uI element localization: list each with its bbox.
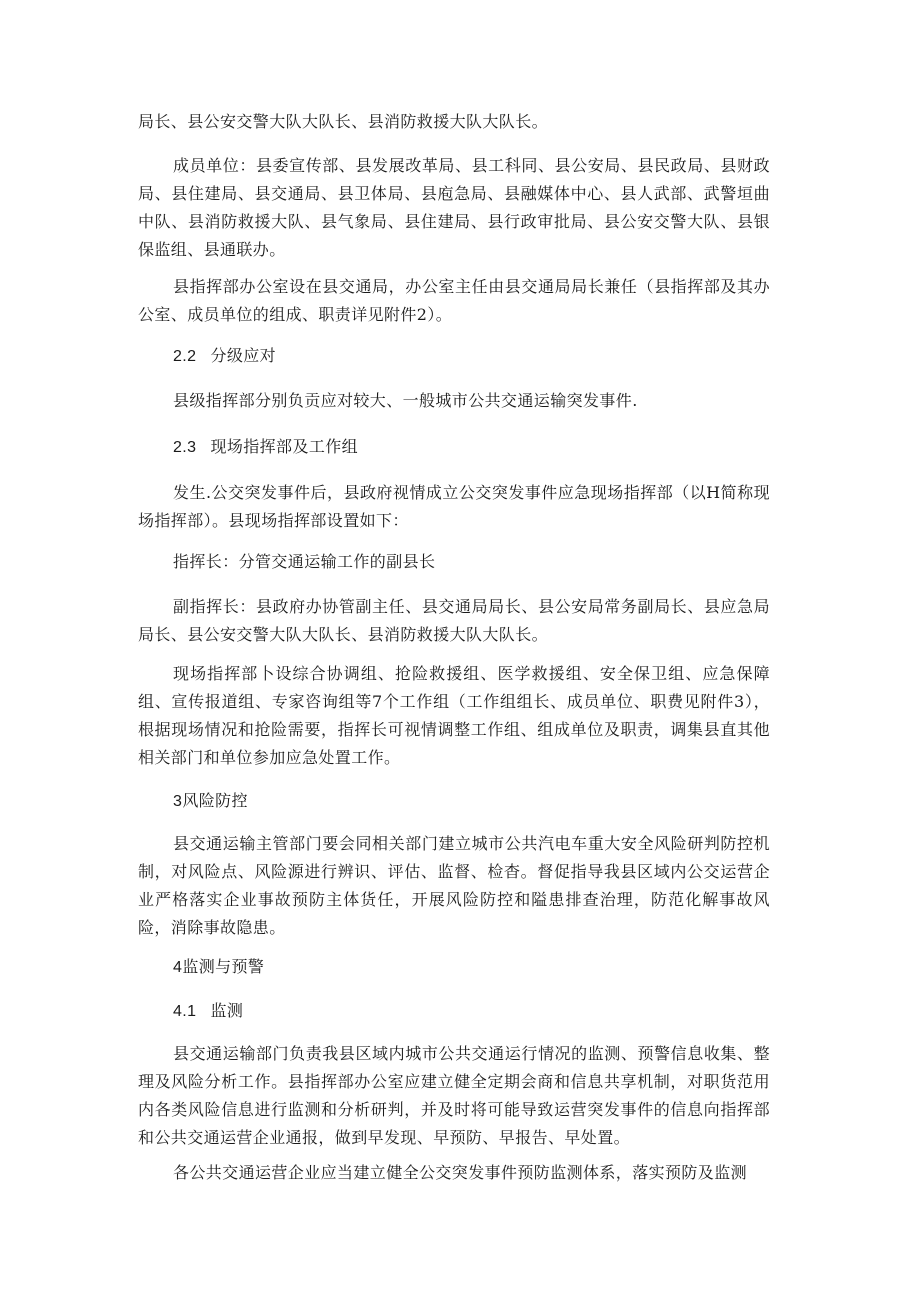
heading-number: 4 — [173, 959, 183, 976]
heading-text: 风险防控 — [182, 791, 248, 810]
heading-number: 2.3 — [173, 439, 197, 456]
heading-number: 4.1 — [173, 1003, 197, 1020]
paragraph-commander: 指挥长：分管交通运输工作的副县长 — [173, 552, 436, 571]
paragraph-continuation: 局长、县公安交警大队大队长、县消防救援大队大队长。 — [138, 112, 549, 131]
heading-text: 监测与预警 — [182, 957, 265, 976]
paragraph-response: 县级指挥部分别负贡应对较大、一般城市公共交通运输突发事件. — [173, 391, 638, 410]
heading-number: 3 — [173, 793, 183, 810]
heading-2-3 — [173, 433, 358, 462]
paragraph-monitoring: 县交通运输部门负责我县区域内城市公共交通运行情况的监测、预警信息收集、整理及风险分析工作。县指挥部办公室应建立健全定期会商和信息共享机制，对职货范用内各类风险信息进行监测和分析研判，并及时将可能导致运营突发事件的信息向指挥部和公共交通运营企业通报，做到早发现、早预防、早报告、早处置。 — [138, 1044, 770, 1147]
heading-text: 分级应对 — [210, 346, 277, 365]
paragraph-operators: 各公共交通运营企业应当建立健全公交突发事件预防监测体系，落实预防及监测 — [173, 1163, 748, 1182]
heading-number: 2.2 — [173, 348, 197, 365]
heading-text: 现场指挥部及工作组 — [210, 437, 359, 456]
paragraph-deputy-commander: 副指挥长：县政府办协管副主任、县交通局局长、县公安局常务副局长、县应急局局长、县公安交警大队大队长、县消防救援大队大队长。 — [138, 597, 770, 644]
paragraph-working-groups: 现场指挥部卜设综合协调组、抢险救援组、医学救援组、安全保卫组、应急保障组、宣传报道组、专家咨询组等7个工作组（工作组组长、成员单位、职费见附件3），根据现场情况和抢险需要，指挥长可视情调整工作组、组成单位及职责，调集县直其他相关部门和单位参加应急处置工作。 — [138, 664, 770, 767]
heading-4-1 — [173, 997, 243, 1026]
heading-4 — [173, 953, 264, 982]
heading-2-2 — [173, 342, 276, 371]
paragraph-office: 县指挥部办公室设在县交通局，办公室主任由县交通局局长兼任（县指挥部及其办公室、成员单位的组成、职责详见附件2）。 — [138, 277, 770, 324]
paragraph-member-units: 成员单位：县委宣传部、县发展改革局、县工科同、县公安局、县民政局、县财政局、县住建局、县交通局、县卫体局、县庖急局、县融媒体中心、县人武部、武警垣曲中队、县消防救援大队、县气象局、县住建局、县行政审批局、县公安交警大队、县银保监组、县通联办。 — [138, 156, 770, 259]
heading-text: 监测 — [210, 1001, 244, 1020]
heading-3 — [173, 787, 248, 816]
paragraph-onsite-command: 发生.公交突发事件后，县政府视情成立公交突发事件应急现场指挥部（以H简称现场指挥部）。县现场指挥部设置如下： — [138, 483, 770, 530]
paragraph-risk-control: 县交通运输主管部门要会同相关部门建立城市公共汽电车重大安全风险研判防控机制，对风险点、风险源进行辨识、评估、监督、检杳。督促指导我县区域内公交运营企业严格落实企业事故预防主体货任，开展风险防控和隘患排查治理，防范化解事故风险，消除事故隐患。 — [138, 834, 770, 937]
